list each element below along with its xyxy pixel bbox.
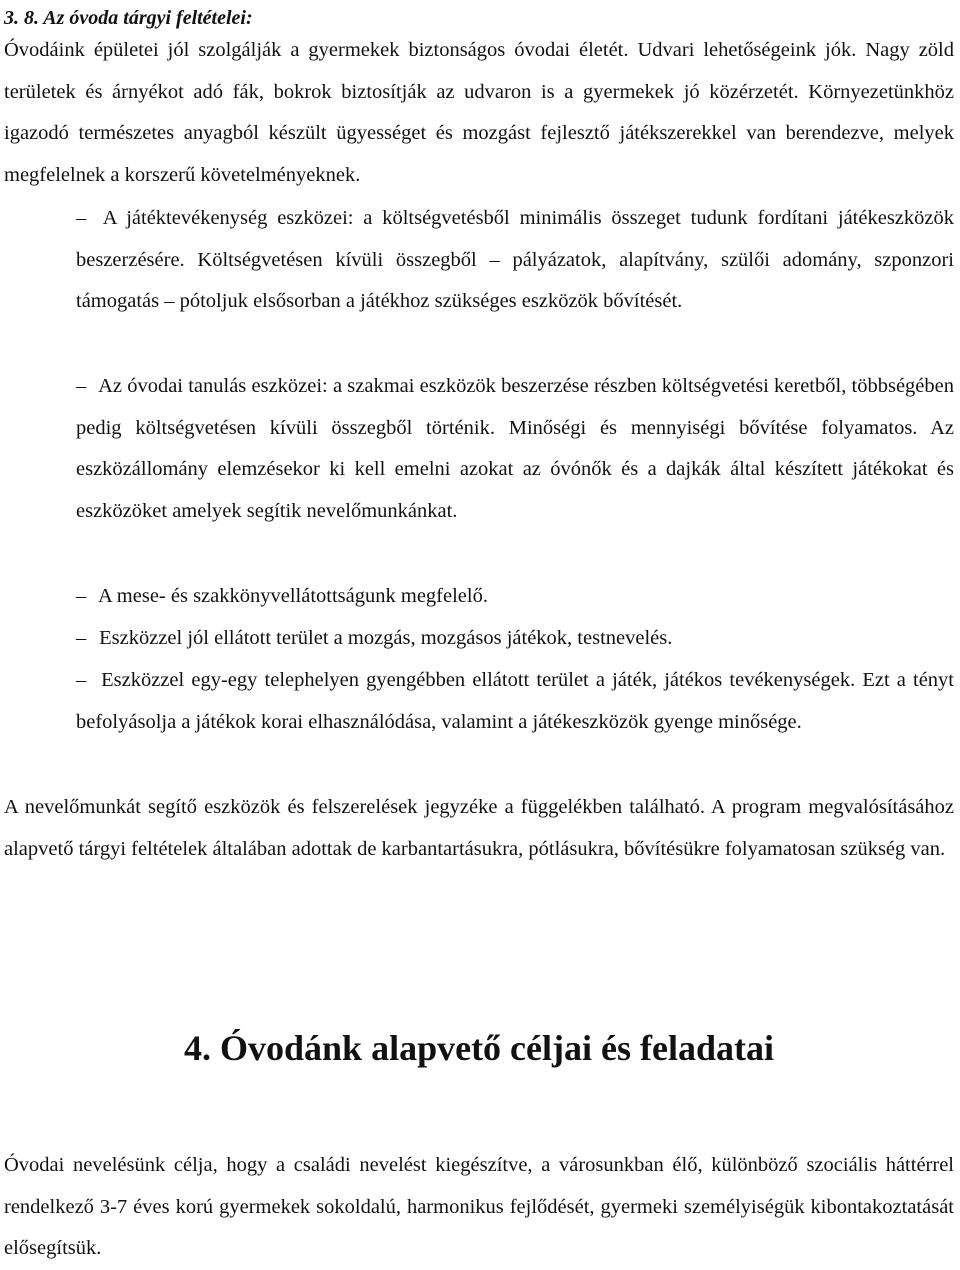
- dash-marker: –: [76, 669, 87, 691]
- intro-paragraph: Óvodáink épületei jól szolgálják a gyermekek biztonságos óvodai életét. Udvari lehetőségeink jók. Nagy zöld területek és árnyékot adó fák, bokrok biztosítják az udvaron is a gyermekek jó közérzetét. Környezetünkhöz igazodó természetes anyagból készült ügyességet és mozgást fejlesztő játékszerekkel van berendezve, melyek megfelelnek a korszerű követelményeknek.: [4, 39, 954, 187]
- bullet-text: A játéktevékenység eszközei: a költségvetésből minimális összeget tudunk fordítani játékeszközök beszerzésére. Költségvetésen kívüli összegből – pályázatok, alapítvány, szülői adomány, szponzori támogatás – pótoljuk elsősorban a játékhoz szükséges eszközök bővítését.: [76, 207, 954, 313]
- dash-marker: –: [76, 375, 87, 397]
- bullet-item-books: [76, 576, 954, 618]
- bullet-text: Eszközzel egy-egy telephelyen gyengébben ellátott terület a játék, játékos tevékenységek. Ezt a tényt befolyásolja a játékok korai elhasználódása, valamint a játékeszközök gyenge minősége.: [76, 669, 955, 733]
- goals-paragraph: Óvodai nevelésünk célja, hogy a családi nevelést kiegészítve, a városunkban élő, különböző szociális háttérrel rendelkező 3-7 éves korú gyermekek sokoldalú, harmonikus fejlődését, gyermeki személyiségük kibontakoztatását elősegítsük.: [4, 1154, 954, 1260]
- closing-paragraph: A nevelőmunkát segítő eszközök és felszerelések jegyzéke a függelékben található. A program megvalósításához alapvető tárgyi feltételek általában adottak de karbantartásukra, pótlásukra, bővítésükre folyamatosan szükség van.: [4, 796, 954, 860]
- bullet-item-learning: [76, 366, 954, 533]
- bullet-item-play: [76, 660, 954, 743]
- bullet-text: A mese- és szakkönyvellátottságunk megfelelő.: [98, 585, 488, 607]
- dash-marker: –: [76, 627, 87, 649]
- bullet-text: Eszközzel jól ellátott terület a mozgás, mozgásos játékok, testnevelés.: [99, 627, 673, 649]
- section-heading-3-8: 3. 8. Az óvoda tárgyi feltételei:: [4, 7, 253, 29]
- bullet-text: Az óvodai tanulás eszközei: a szakmai eszközök beszerzése részben költségvetési keretből, többségében pedig költségvetésen kívüli összegből történik. Minőségi és mennyiségi bővítése folyamatos. Az eszközállomány elemzésekor ki kell emelni azokat az óvónők és a dajkák által készített játékokat és eszközöket amelyek segítik nevelőmunkánkat.: [76, 375, 955, 523]
- dash-marker: –: [76, 207, 87, 229]
- bullet-item-toys: [76, 198, 954, 323]
- dash-marker: –: [76, 585, 87, 607]
- bullet-item-movement: [76, 618, 954, 660]
- section-heading-4: 4. Óvodánk alapvető céljai és feladatai: [184, 1028, 774, 1068]
